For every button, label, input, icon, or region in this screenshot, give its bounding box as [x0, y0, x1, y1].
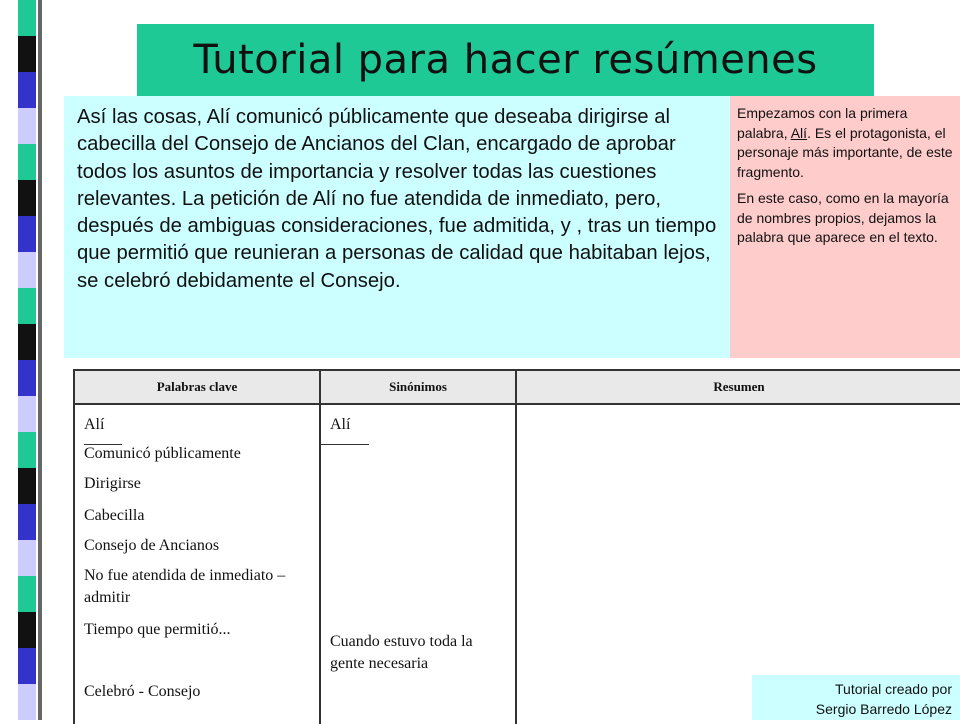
strip-square: [18, 684, 36, 720]
strip-square: [18, 324, 36, 360]
strip-square: [18, 648, 36, 684]
keyword-item: Alí: [84, 416, 105, 433]
note-highlight-word: Alí: [790, 124, 808, 141]
strip-line: [38, 0, 42, 720]
strip-square: [18, 288, 36, 324]
keywords-cell: [74, 404, 320, 724]
table-header-row: [74, 370, 960, 404]
note-paragraph-1: [737, 104, 954, 182]
synonym-item: Cuando estuvo toda la gente necesaria: [330, 633, 473, 672]
header-synonyms: Sinónimos: [320, 370, 516, 404]
credit-line-2: Sergio Barredo López: [815, 701, 952, 717]
note-text: Empezamos con la primera palabra,: [737, 105, 908, 141]
strip-square: [18, 576, 36, 612]
keyword-item: Tiempo que permitió...: [84, 621, 231, 638]
strip-square: [18, 36, 36, 72]
slide-title: Tutorial para hacer resúmenes: [193, 37, 818, 83]
strip-square: [18, 360, 36, 396]
header-keywords: Palabras clave: [74, 370, 320, 404]
strip-square: [18, 144, 36, 180]
keyword-item: Dirigirse: [84, 475, 141, 492]
author-credit: [752, 675, 960, 720]
strip-square: [18, 0, 36, 36]
passage-text: Así las cosas, Alí comunicó públicamente que deseaba dirigirse al cabecilla del Consejo de Ancianos del Clan, encargado de aprobar todos los asuntos de importancia y resolver todas las cuestiones relevantes. La petición de Alí no fue atendida de inmediato, pero, después de ambiguas consideraciones, fue admitida, y , tras un tiempo que permitió que reunieran a personas de calidad que habitaban lejos, se celebró debidamente el Consejo.: [77, 106, 717, 292]
strip-square: [18, 504, 36, 540]
synonym-item: Alí: [330, 416, 351, 433]
note-text: . Es el protagonista, el personaje más importante, de este fragmento.: [737, 124, 953, 180]
strip-square: [18, 180, 36, 216]
header-summary: Resumen: [516, 370, 960, 404]
keyword-item: Cabecilla: [84, 507, 145, 524]
text-passage: [64, 96, 730, 358]
keyword-item: Comunicó públicamente: [84, 445, 241, 462]
keywords-table: [73, 369, 960, 724]
keyword-item: No fue atendida de inmediato – admitir: [84, 567, 286, 606]
note-paragraph-2: En este caso, como en la mayoría de nombres propios, dejamos la palabra que aparece en el texto.: [737, 190, 949, 245]
strip-square: [18, 396, 36, 432]
title-banner: [137, 24, 874, 96]
divider: [321, 444, 369, 445]
strip-square: [18, 432, 36, 468]
strip-square: [18, 468, 36, 504]
keyword-item: Celebró - Consejo: [84, 683, 201, 700]
strip-square: [18, 612, 36, 648]
explanation-note: [730, 96, 960, 358]
decorative-strip: [0, 0, 46, 720]
keyword-item: Consejo de Ancianos: [84, 537, 220, 554]
synonyms-cell: [320, 404, 516, 724]
strip-square: [18, 540, 36, 576]
strip-square: [18, 72, 36, 108]
strip-square: [18, 216, 36, 252]
strip-square: [18, 252, 36, 288]
strip-square: [18, 108, 36, 144]
credit-line-1: Tutorial creado por: [835, 681, 952, 697]
